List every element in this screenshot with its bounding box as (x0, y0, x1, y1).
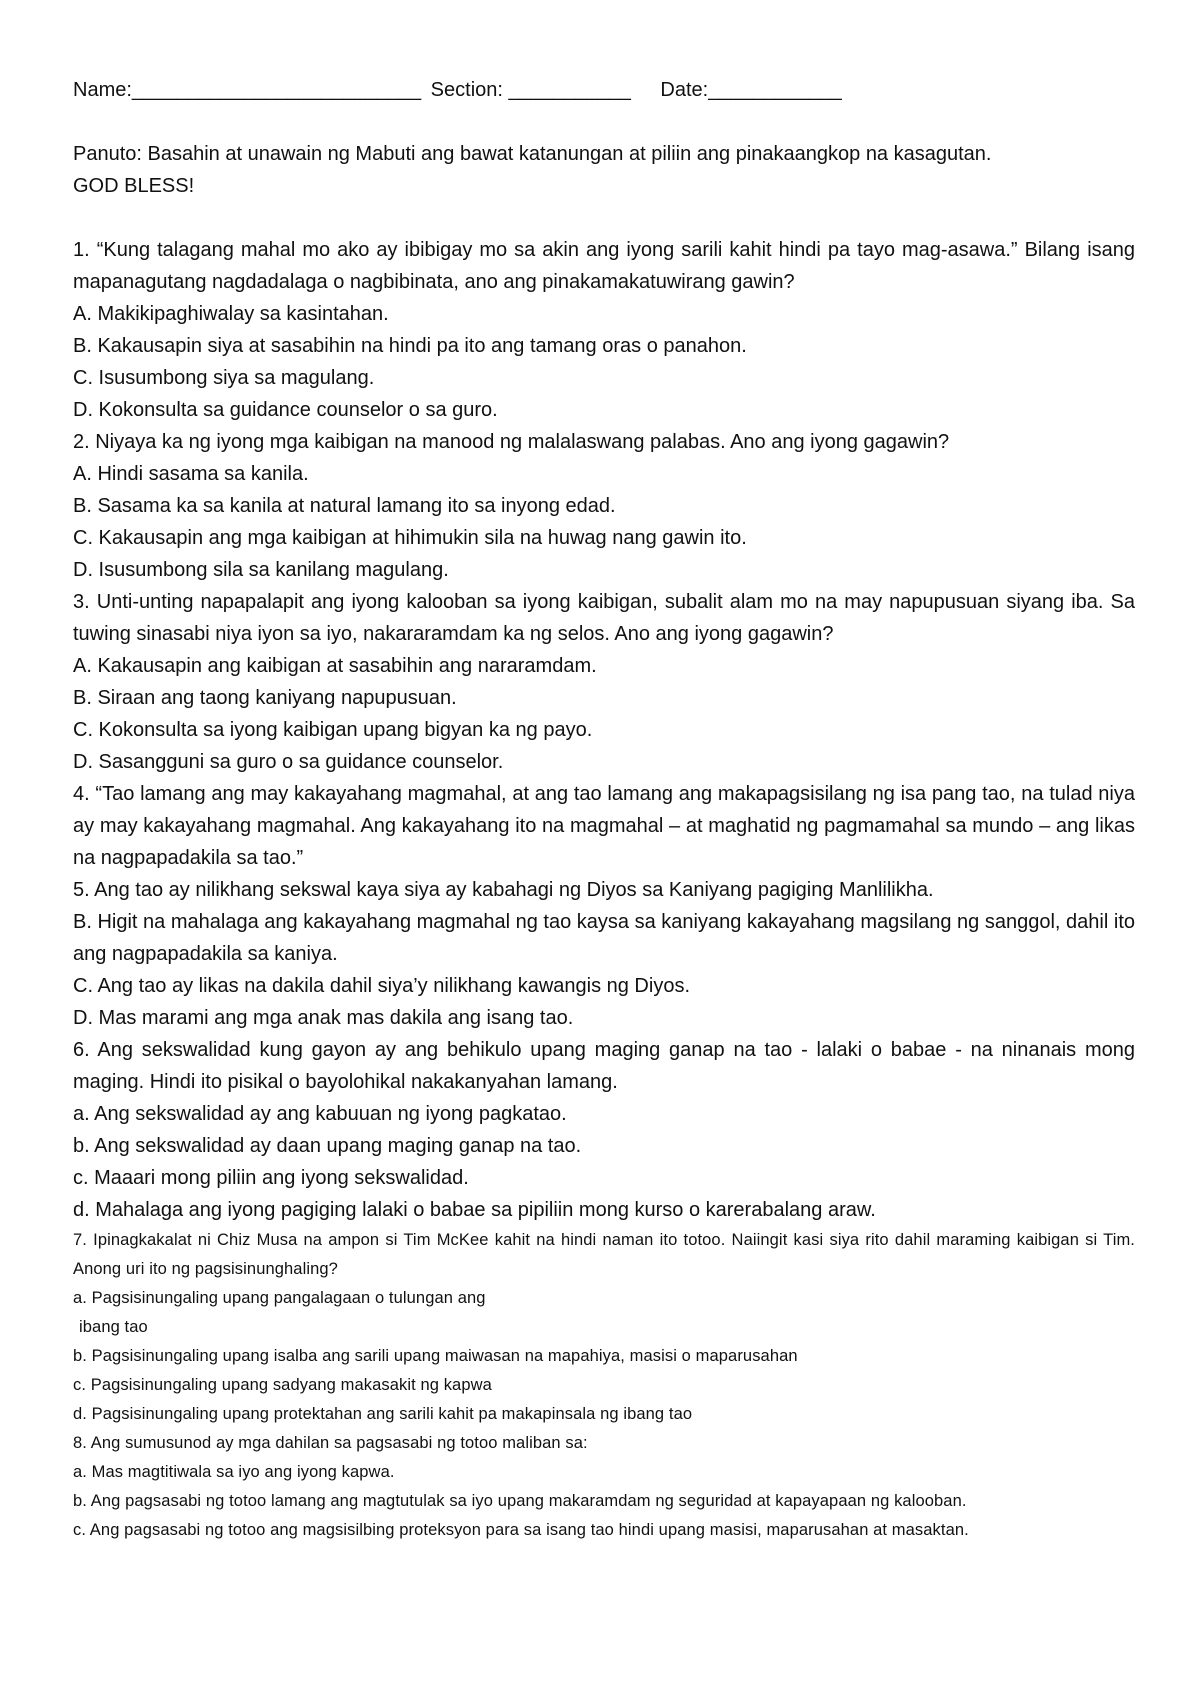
question-1: 1. “Kung talagang mahal mo ako ay ibibigay mo sa akin ang iyong sarili kahit hindi pa tayo mag-asawa.” Bilang isang mapanagutang nagdadalaga o nagbibinata, ano ang pinakamakatuwirang gawin? (73, 239, 1135, 293)
question-2: 2. Niyaya ka ng iyong mga kaibigan na manood ng malalaswang palabas. Ano ang iyong gagawin? (73, 431, 950, 453)
choice-2c: C. Kakausapin ang mga kaibigan at hihimukin sila na huwag nang gawin ito. (73, 527, 747, 549)
choice-3a: A. Kakausapin ang kaibigan at sasabihin ang nararamdam. (73, 655, 597, 677)
section-field-label: Section: ___________ (430, 79, 631, 101)
choice-1d: D. Kokonsulta sa guidance counselor o sa guro. (73, 399, 498, 421)
choice-2d: D. Isusumbong sila sa kanilang magulang. (73, 559, 449, 581)
question-4: 4. “Tao lamang ang may kakayahang magmahal, at ang tao lamang ang makapagsisilang ng isa pang tao, na tulad niya ay may kakayahang magmahal. Ang kakayahang ito na magmahal – at maghatid ng pagmamahal sa mundo – ang likas na nagpapadakila sa tao.” (73, 783, 1135, 869)
choice-1b: B. Kakausapin siya at sasabihin na hindi pa ito ang tamang oras o panahon. (73, 335, 747, 357)
choice-3d: D. Sasangguni sa guro o sa guidance counselor. (73, 751, 504, 773)
choice-7a: a. Pagsisinungaling upang pangalagaan o tulungan ang (73, 1289, 486, 1307)
choice-3b: B. Siraan ang taong kaniyang napupusuan. (73, 687, 457, 709)
choice-2a: A. Hindi sasama sa kanila. (73, 463, 309, 485)
choice-6b: b. Ang sekswalidad ay daan upang maging ganap na tao. (73, 1135, 582, 1157)
choice-1a: A. Makikipaghiwalay sa kasintahan. (73, 303, 389, 325)
choice-6d: d. Mahalaga ang iyong pagiging lalaki o babae sa pipiliin mong kurso o karerabalang araw. (73, 1199, 876, 1221)
choice-7c: c. Pagsisinungaling upang sadyang makasakit ng kapwa (73, 1376, 492, 1394)
question-list (73, 234, 1135, 1545)
choice-7a-continued: ibang tao (79, 1318, 148, 1336)
choice-8b: b. Ang pagsasabi ng totoo lamang ang magtutulak sa iyo upang makaramdam ng seguridad at kapayapaan ng kalooban. (73, 1492, 967, 1510)
choice-2b: B. Sasama ka sa kanila at natural lamang ito sa inyong edad. (73, 495, 616, 517)
instructions-line-2: GOD BLESS! (73, 175, 195, 197)
question-6: 6. Ang sekswalidad kung gayon ay ang behikulo upang maging ganap na tao - lalaki o babae - na ninanais mong maging. Hindi ito pisikal o bayolohikal nakakanyahan lamang. (73, 1039, 1135, 1093)
choice-8c: c. Ang pagsasabi ng totoo ang magsisilbing proteksyon para sa isang tao hindi upang masisi, maparusahan at masaktan. (73, 1521, 969, 1539)
instructions-line-1: Panuto: Basahin at unawain ng Mabuti ang bawat katanungan at piliin ang pinakaangkop na kasagutan. (73, 143, 992, 165)
choice-5c: C. Ang tao ay likas na dakila dahil siya’y nilikhang kawangis ng Diyos. (73, 975, 691, 997)
choice-3c: C. Kokonsulta sa iyong kaibigan upang bigyan ka ng payo. (73, 719, 593, 741)
date-field-label: Date:____________ (660, 79, 842, 101)
choice-6a: a. Ang sekswalidad ay ang kabuuan ng iyong pagkatao. (73, 1103, 567, 1125)
choice-6c: c. Maaari mong piliin ang iyong sekswalidad. (73, 1167, 469, 1189)
name-field-label: Name:__________________________ (73, 79, 422, 101)
instructions (73, 138, 1135, 202)
question-7: 7. Ipinagkakalat ni Chiz Musa na ampon si Tim McKee kahit na hindi naman ito totoo. Naiingit kasi siya rito dahil maraming kaibigan si Tim. Anong uri ito ng pagsisinunghaling? (73, 1231, 1135, 1278)
choice-7b: b. Pagsisinungaling upang isalba ang sarili upang maiwasan na mapahiya, masisi o maparusahan (73, 1347, 798, 1365)
choice-8a: a. Mas magtitiwala sa iyo ang iyong kapwa. (73, 1463, 395, 1481)
choice-5b: B. Higit na mahalaga ang kakayahang magmahal ng tao kaysa sa kaniyang kakayahang magsilang ng sanggol, dahil ito ang nagpapadakila sa kaniya. (73, 911, 1135, 965)
question-5: 5. Ang tao ay nilikhang sekswal kaya siya ay kabahagi ng Diyos sa Kaniyang pagiging Manlilikha. (73, 879, 934, 901)
question-8: 8. Ang sumusunod ay mga dahilan sa pagsasabi ng totoo maliban sa: (73, 1434, 588, 1452)
choice-7d: d. Pagsisinungaling upang protektahan ang sarili kahit pa makapinsala ng ibang tao (73, 1405, 693, 1423)
choice-1c: C. Isusumbong siya sa magulang. (73, 367, 375, 389)
question-3: 3. Unti-unting napapalapit ang iyong kalooban sa iyong kaibigan, subalit alam mo na may napupusuan siyang iba. Sa tuwing sinasabi niya iyon sa iyo, nakararamdam ka ng selos. Ano ang iyong gagawin? (73, 591, 1135, 645)
header-row (73, 76, 1135, 104)
choice-5d: D. Mas marami ang mga anak mas dakila ang isang tao. (73, 1007, 574, 1029)
